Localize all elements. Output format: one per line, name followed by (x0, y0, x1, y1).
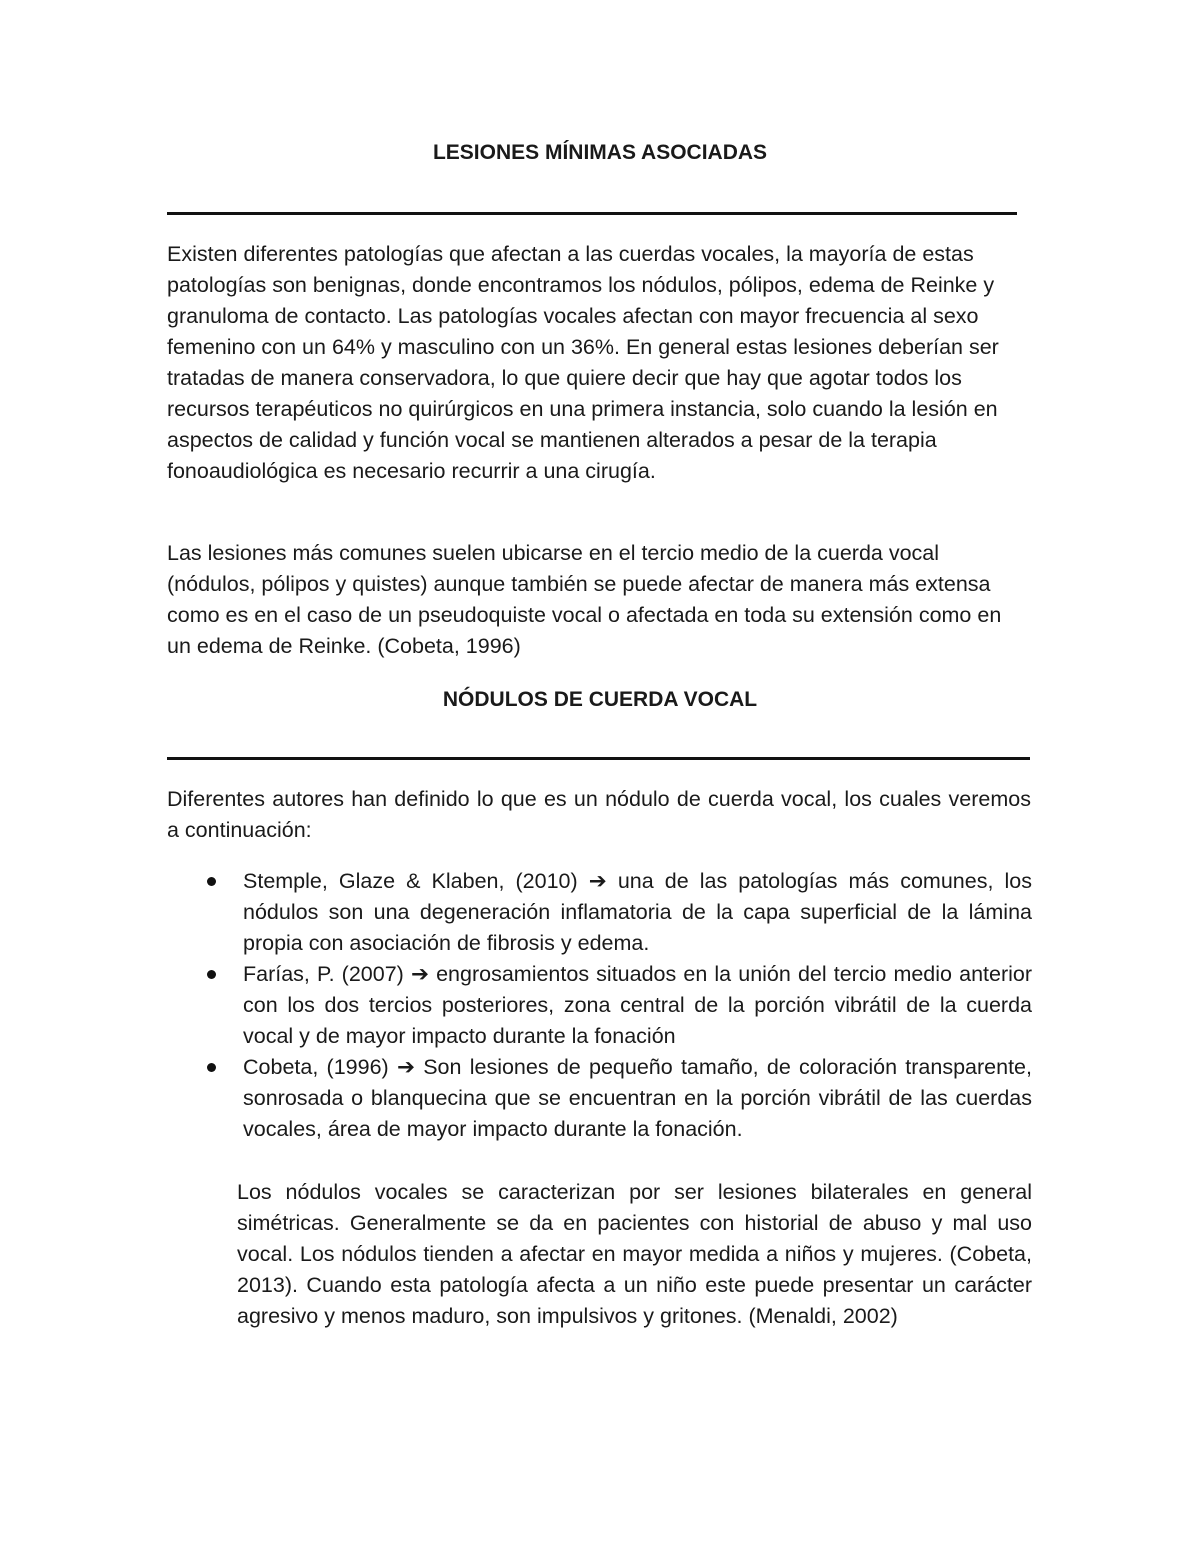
definition-source: Cobeta, (1996) (243, 1055, 389, 1079)
lesions-location-paragraph: Las lesiones más comunes suelen ubicarse en el tercio medio de la cuerda vocal (nódulos, pólipos y quistes) aunque también se puede afectar de manera más extensa como es en el caso de un pseudoquiste vocal o afectada en toda su extensión como en un edema de Reinke. (Cobeta, 1996) (167, 541, 1002, 658)
bullet-icon (207, 877, 216, 886)
list-item (168, 866, 1032, 959)
bullet-icon (207, 970, 216, 979)
definition-text: una de las patologías más comunes, los nódulos son una degeneración inflamatoria de la capa superficial de la lámina propia con asociación de fibrosis y edema. (243, 869, 1032, 955)
horizontal-rule (167, 212, 1017, 215)
list-item (168, 1052, 1032, 1145)
arrow-icon: ➔ (588, 869, 607, 893)
authors-intro-paragraph: Diferentes autores han definido lo que es un nódulo de cuerda vocal, los cuales veremos a continuación: (167, 787, 1031, 842)
section-title-lesiones: LESIONES MÍNIMAS ASOCIADAS (432, 141, 768, 164)
horizontal-rule (167, 757, 1030, 760)
arrow-icon: ➔ (396, 1055, 415, 1079)
intro-paragraph: Existen diferentes patologías que afectan a las cuerdas vocales, la mayoría de estas patologías son benignas, donde encontramos los nódulos, pólipos, edema de Reinke y granuloma de contacto. Las patologías vocales afectan con mayor frecuencia al sexo femenino con un 64% y masculino con un 36%. En general estas lesiones deberían ser tratadas de manera conservadora, lo que quiere decir que hay que agotar todos los recursos terapéuticos no quirúrgicos en una primera instancia, solo cuando la lesión en aspectos de calidad y función vocal se mantienen alterados a pesar de la terapia fonoaudiológica es necesario recurrir a una cirugía. (167, 242, 999, 483)
bullet-icon (207, 1063, 216, 1072)
definition-source: Stemple, Glaze & Klaben, (2010) (243, 869, 578, 893)
closing-paragraph: Los nódulos vocales se caracterizan por ser lesiones bilaterales en general simétricas. Generalmente se da en pacientes con historial de abuso y mal uso vocal. Los nódulos tienden a afectar en mayor medida a niños y mujeres. (Cobeta, 2013). Cuando esta patología afecta a un niño este puede presentar un carácter agresivo y menos maduro, son impulsivos y gritones. (Menaldi, 2002) (237, 1180, 1032, 1328)
definitions-list (168, 866, 1032, 1145)
section-title-nodulos: NÓDULOS DE CUERDA VOCAL (442, 688, 758, 711)
list-item (168, 959, 1032, 1052)
definition-source: Farías, P. (2007) (243, 962, 404, 986)
definition-text: Son lesiones de pequeño tamaño, de coloración transparente, sonrosada o blanquecina que se encuentran en la porción vibrátil de las cuerdas vocales, área de mayor impacto durante la fonación. (243, 1055, 1032, 1141)
arrow-icon: ➔ (410, 962, 429, 986)
definition-text: engrosamientos situados en la unión del tercio medio anterior con los dos tercios posteriores, zona central de la porción vibrátil de la cuerda vocal y de mayor impacto durante la fonación (243, 962, 1033, 1048)
